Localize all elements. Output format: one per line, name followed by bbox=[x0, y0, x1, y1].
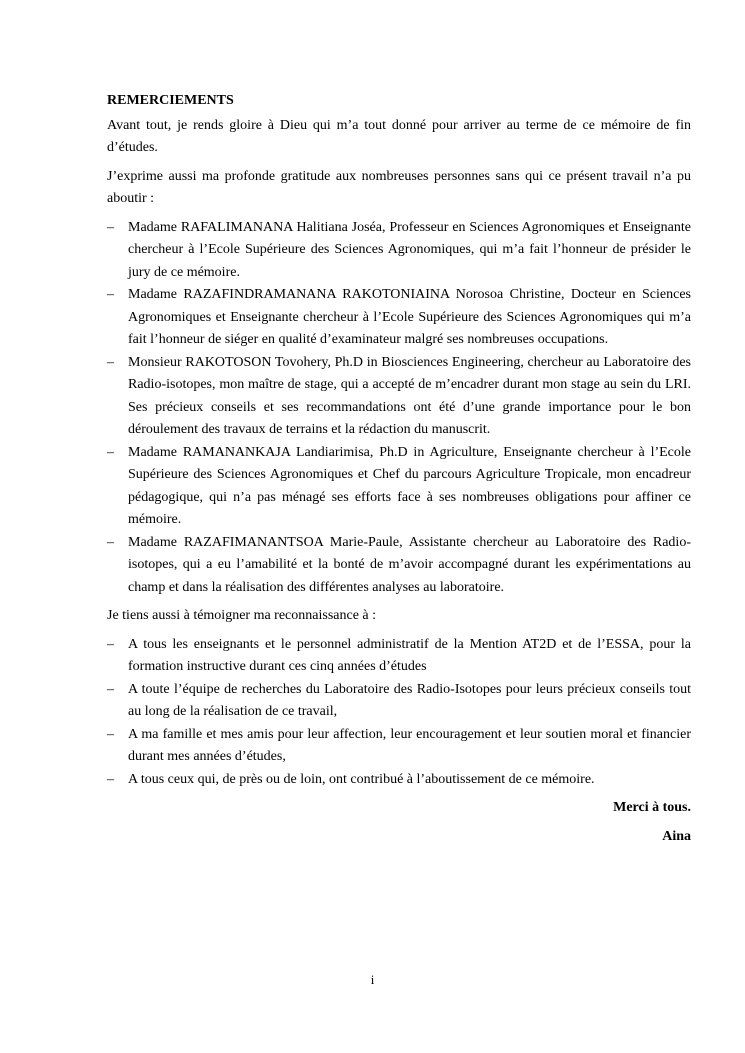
dash-bullet: – bbox=[107, 771, 114, 787]
page-heading: REMERCIEMENTS bbox=[107, 93, 234, 108]
acknowledgements-page bbox=[107, 90, 691, 854]
dash-bullet: – bbox=[107, 354, 114, 370]
recognitions-list bbox=[107, 634, 691, 792]
list-item bbox=[107, 634, 691, 679]
list-item-text: Madame RAFALIMANANA Halitiana Joséa, Professeur en Sciences Agronomiques et Enseignante chercheur à l’Ecole Supérieure des Sciences Agronomiques, qui m’a fait l’honneur de présider le jury de ce mémoire. bbox=[128, 219, 691, 280]
dash-bullet: – bbox=[107, 726, 114, 742]
persons-list bbox=[107, 217, 691, 600]
list-item-text: Madame RAZAFIMANANTSOA Marie-Paule, Assistante chercheur au Laboratoire des Radio-isotopes, qui a eu l’amabilité et la bonté de m’avoir accompagné durant les expérimentations au champ et dans la réalisation des différentes analyses au laboratoire. bbox=[128, 534, 691, 595]
list-item-text: A ma famille et mes amis pour leur affection, leur encouragement et leur soutien moral et financier durant mes années d’études, bbox=[128, 726, 691, 764]
list-item-text: Madame RAZAFINDRAMANANA RAKOTONIAINA Norosoa Christine, Docteur en Sciences Agronomiques et Enseignante chercheur à l’Ecole Supérieure des Sciences Agronomiques qui m’a fait l’honneur de siéger en qualité d’examinateur malgré ses nombreuses occupations. bbox=[128, 287, 691, 347]
dash-bullet: – bbox=[107, 534, 114, 550]
list-item bbox=[107, 352, 691, 442]
list-item-text: A tous les enseignants et le personnel administratif de la Mention AT2D et de l’ESSA, pour la formation instructive durant ces cinq années d’études bbox=[128, 636, 691, 674]
closing-line: Merci à tous. bbox=[613, 800, 691, 815]
intro-paragraph-2: J’exprime aussi ma profonde gratitude aux nombreuses personnes sans qui ce présent travail n’a pu aboutir : bbox=[107, 168, 691, 206]
dash-bullet: – bbox=[107, 219, 114, 235]
list-item-text: A toute l’équipe de recherches du Laboratoire des Radio-Isotopes pour leurs précieux conseils tout au long de la réalisation de ce travail, bbox=[128, 681, 691, 719]
dash-bullet: – bbox=[107, 287, 114, 302]
list-item bbox=[107, 217, 691, 285]
list-item bbox=[107, 769, 691, 792]
list-item bbox=[107, 532, 691, 600]
dash-bullet: – bbox=[107, 681, 114, 697]
list-item bbox=[107, 284, 691, 352]
page-number: i bbox=[370, 972, 375, 987]
list-item-text: Madame RAMANANKAJA Landiarimisa, Ph.D in Agriculture, Enseignante chercheur à l’Ecole Supérieure des Sciences Agronomiques et Chef du parcours Agriculture Tropicale, mon encadreur pédagogique, qui n’a pas ménagé ses efforts face à ses nombreuses obligations pour affiner ce mémoire. bbox=[128, 444, 691, 527]
dash-bullet: – bbox=[107, 636, 114, 652]
list-item bbox=[107, 679, 691, 724]
signature: Aina bbox=[662, 828, 691, 844]
list-item-text: Monsieur RAKOTOSON Tovohery, Ph.D in Biosciences Engineering, chercheur au Laboratoire des Radio-isotopes, mon maître de stage, qui a accepté de m’encadrer durant mon stage au sein du LRI. Ses précieux conseils et ses recommandations ont été d’une grande importance pour le bon déroulement des travaux de terrains et la rédaction du manuscrit. bbox=[128, 354, 691, 437]
list-item bbox=[107, 442, 691, 532]
intro-paragraph-1: Avant tout, je rends gloire à Dieu qui m’a tout donné pour arriver au terme de ce mémoire de fin d’études. bbox=[107, 117, 691, 155]
list-item-text: A tous ceux qui, de près ou de loin, ont contribué à l’aboutissement de ce mémoire. bbox=[128, 771, 595, 787]
list-item bbox=[107, 724, 691, 769]
dash-bullet: – bbox=[107, 444, 114, 460]
recognition-intro: Je tiens aussi à témoigner ma reconnaissance à : bbox=[107, 608, 377, 623]
